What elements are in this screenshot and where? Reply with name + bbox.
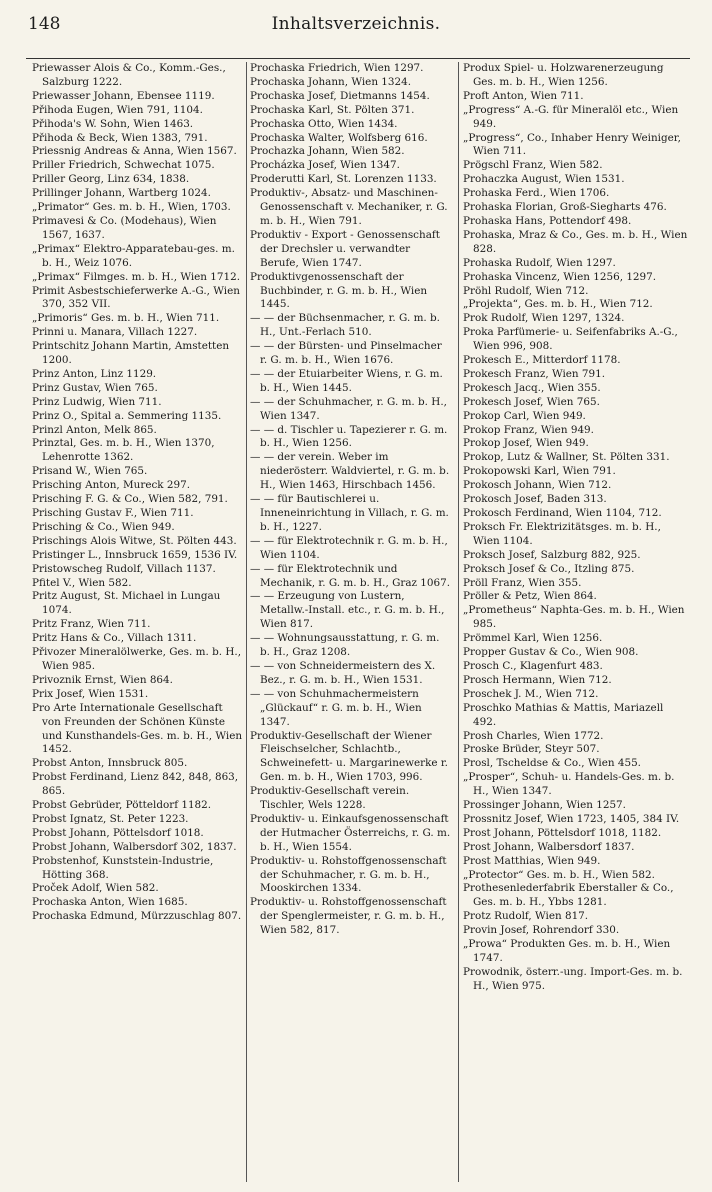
index-entry: — — der Schuhmacher, r. G. m. b. H., Wien 1347. [250, 395, 447, 422]
index-entry: Privoznik Ernst, Wien 864. [32, 673, 173, 686]
index-entry: Priller Friedrich, Schwechat 1075. [32, 159, 215, 172]
index-entry: Probst Ferdinand, Lienz 842, 848, 863, 865. [32, 771, 239, 798]
index-entry: Prokopowski Karl, Wien 791. [463, 465, 616, 478]
index-entry: Prosl, Tscheldse & Co., Wien 455. [463, 757, 641, 770]
index-entry: Prost Johann, Pöttelsdorf 1018, 1182. [463, 826, 662, 839]
index-entry: Prokosch Josef, Baden 313. [463, 493, 607, 506]
index-entry: Pritz Franz, Wien 711. [32, 618, 151, 631]
index-entry: Prochaska Walter, Wolfsberg 616. [250, 131, 428, 144]
index-entry: Prinz Anton, Linz 1129. [32, 367, 157, 380]
index-entry: Probst Anton, Innsbruck 805. [32, 757, 188, 770]
index-entry: Prosh Charles, Wien 1772. [463, 729, 604, 742]
index-entry: Prossinger Johann, Wien 1257. [463, 799, 626, 812]
index-column-3 [463, 62, 689, 1182]
index-entry: Přivozer Mineralölwerke, Ges. m. b. H., Wien 985. [32, 646, 241, 672]
index-entry: Prowodnik, österr.-ung. Import-Ges. m. b. H., Wien 975. [463, 965, 683, 992]
index-entry: Prisching & Co., Wien 949. [32, 520, 175, 533]
index-entry: Produktiv- u. Einkaufsgenossenschaft der Hutmacher Österreichs, r. G. m. b. H., Wien 1554. [250, 812, 451, 853]
index-entry: Prinz Ludwig, Wien 711. [32, 395, 162, 408]
index-entry: Prochaska Otto, Wien 1434. [250, 117, 398, 130]
index-entry: Prisching F. G. & Co., Wien 582, 791. [32, 493, 228, 506]
index-entry: Primavesi & Co. (Modehaus), Wien 1567, 1637. [32, 214, 217, 241]
page-number: 148 [28, 14, 61, 34]
index-entry: Probst Johann, Walbersdorf 302, 1837. [32, 840, 237, 853]
index-entry: „Projekta“, Ges. m. b. H., Wien 712. [463, 298, 653, 311]
index-entry: Pro Arte Internationale Gesellschaft von Freunden der Schönen Künste und Kunsthandels-Ges. m. b. H., Wien 1452. [32, 701, 243, 756]
index-entry: Priller Georg, Linz 634, 1838. [32, 173, 190, 186]
index-entry: — — von Schneidermeistern des X. Bez., r. G. m. b. H., Wien 1531. [250, 659, 436, 686]
index-entry: — — Erzeugung von Lustern, Metallw.-Install. etc., r. G. m. b. H., Wien 817. [250, 590, 445, 631]
index-entry: — — von Schuhmachermeistern „Glückauf“ r. G. m. b. H., Wien 1347. [250, 687, 422, 728]
index-entry: Produktiv- u. Rohstoffgenossenschaft der Schuhmacher, r. G. m. b. H., Mooskirchen 1334. [250, 854, 447, 895]
index-entry: — — d. Tischler u. Tapezierer r. G. m. b. H., Wien 1256. [250, 423, 448, 450]
index-entry: — — für Bautischlerei u. Inneneinrichtung in Villach, r. G. m. b. H., 1227. [250, 493, 449, 533]
index-entry: Prost Matthias, Wien 949. [463, 854, 601, 867]
index-entry: Prischings Alois Witwe, St. Pölten 443. [32, 534, 237, 547]
index-entry: Priessnig Andreas & Anna, Wien 1567. [32, 145, 237, 158]
index-entry: Pritz August, St. Michael in Lungau 1074. [32, 590, 221, 617]
index-entry: Prohaska Rudolf, Wien 1297. [463, 256, 616, 269]
index-entry: Prohaska Vincenz, Wien 1256, 1297. [463, 270, 657, 283]
index-entry: „Primator“ Ges. m. b. H., Wien, 1703. [32, 201, 231, 214]
index-entry: Prochaska Anton, Wien 1685. [32, 896, 188, 909]
index-entry: „Progress“ A.-G. für Mineralöl etc., Wien 949. [463, 103, 679, 130]
index-entry: Proschek J. M., Wien 712. [463, 687, 599, 700]
index-entry: Prinz Gustav, Wien 765. [32, 381, 158, 394]
index-entry: — — der Bürsten- und Pinselmacher r. G. m. b. H., Wien 1676. [250, 340, 442, 367]
index-entry: Proksch Fr. Elektrizitätsges. m. b. H., Wien 1104. [463, 520, 661, 547]
index-entry: Prohaska Ferd., Wien 1706. [463, 187, 610, 200]
index-entry: Prosch C., Klagenfurt 483. [463, 659, 603, 672]
index-entry: Provin Josef, Rohrendorf 330. [463, 924, 620, 937]
index-entry: Prinni u. Manara, Villach 1227. [32, 326, 198, 339]
index-entry: „Primoris“ Ges. m. b. H., Wien 711. [32, 312, 220, 325]
index-entry: Prossnitz Josef, Wien 1723, 1405, 384 IV. [463, 812, 680, 825]
index-entry: „Protector“ Ges. m. b. H., Wien 582. [463, 868, 655, 881]
index-entry: „Primax“ Filmges. m. b. H., Wien 1712. [32, 270, 241, 283]
index-entry: „Progress“, Co., Inhaber Henry Weiniger, Wien 711. [463, 131, 681, 158]
index-entry: Prohaska, Mraz & Co., Ges. m. b. H., Wien 828. [463, 228, 688, 255]
index-entry: Prokop Franz, Wien 949. [463, 423, 594, 436]
index-entry: Prokosch Ferdinand, Wien 1104, 712. [463, 507, 662, 519]
index-entry: Probst Gebrüder, Pötteldorf 1182. [32, 799, 212, 812]
index-entry: Prochaska Edmund, Mürzzuschlag 807. [32, 910, 242, 923]
index-entry: Prochaska Josef, Dietmanns 1454. [250, 89, 430, 102]
index-entry: Proske Brüder, Steyr 507. [463, 743, 600, 756]
index-entry: „Prowa“ Produkten Ges. m. b. H., Wien 1747. [463, 938, 671, 964]
index-entry: Přihoda's W. Sohn, Wien 1463. [32, 117, 194, 130]
index-entry: Prosch Hermann, Wien 712. [463, 673, 612, 686]
index-entry: Priewasser Alois & Co., Komm.-Ges., Salzburg 1222. [32, 62, 226, 88]
index-entry: Prokesch Franz, Wien 791. [463, 367, 606, 380]
index-entry: Prinztal, Ges. m. b. H., Wien 1370, Lehenrotte 1362. [32, 437, 215, 464]
column-divider [246, 62, 247, 1182]
index-entry: Prokop Carl, Wien 949. [463, 409, 586, 422]
index-entry: Pröller & Petz, Wien 864. [463, 590, 597, 603]
index-entry: — — für Elektrotechnik r. G. m. b. H., Wien 1104. [250, 534, 448, 561]
index-entry: Pröhl Rudolf, Wien 712. [463, 284, 589, 297]
index-entry: Prohaska Florian, Groß-Siegharts 476. [463, 201, 667, 214]
header-rule [26, 58, 690, 59]
index-entry: Printschitz Johann Martin, Amstetten 1200. [32, 340, 230, 367]
index-entry: — — der verein. Weber im niederösterr. Waldviertel, r. G. m. b. H., Wien 1463, Hirschbach 1456. [250, 451, 450, 492]
index-entry: Primit Asbestschieferwerke A.-G., Wien 370, 352 VII. [32, 284, 240, 311]
index-entry: Prost Johann, Walbersdorf 1837. [463, 840, 635, 853]
index-entry: Prokesch Josef, Wien 765. [463, 395, 600, 408]
index-entry: „Prosper“, Schuh- u. Handels-Ges. m. b. H., Wien 1347. [463, 771, 675, 798]
index-entry: Prillinger Johann, Wartberg 1024. [32, 187, 211, 200]
index-entry: Prix Josef, Wien 1531. [32, 687, 149, 700]
index-entry: Prohaczka August, Wien 1531. [463, 173, 625, 186]
index-column-2 [250, 62, 452, 1182]
index-entry: Prok Rudolf, Wien 1297, 1324. [463, 312, 625, 325]
index-entry: Priewasser Johann, Ebensee 1119. [32, 89, 215, 102]
index-entry: Probst Ignatz, St. Peter 1223. [32, 812, 189, 825]
index-entry: Prochaska Friedrich, Wien 1297. [250, 62, 424, 74]
index-entry: — — der Etuiarbeiter Wiens, r. G. m. b. H., Wien 1445. [250, 367, 443, 394]
index-entry: — — Wohnungsausstattung, r. G. m. b. H., Graz 1208. [250, 632, 440, 659]
index-entry: Procházka Josef, Wien 1347. [250, 159, 400, 172]
column-divider [458, 62, 459, 1182]
index-entry: Prömmel Karl, Wien 1256. [463, 632, 603, 645]
index-entry: Prinzl Anton, Melk 865. [32, 423, 157, 436]
index-entry: Produktiv-Gesellschaft verein. Tischler, Wels 1228. [250, 785, 410, 812]
index-entry: Proderutti Karl, St. Lorenzen 1133. [250, 173, 437, 186]
index-entry: Prochaska Johann, Wien 1324. [250, 75, 412, 88]
index-entry: — — für Elektrotechnik und Mechanik, r. G. m. b. H., Graz 1067. [250, 562, 451, 589]
index-entry: Prohaska Hans, Pottendorf 498. [463, 214, 632, 227]
index-entry: Prokesch E., Mitterdorf 1178. [463, 354, 621, 367]
index-entry: Pristinger L., Innsbruck 1659, 1536 IV. [32, 548, 238, 561]
index-entry: „Prometheus“ Naphta-Ges. m. b. H., Wien 985. [463, 604, 685, 631]
index-entry: Pröll Franz, Wien 355. [463, 576, 582, 589]
index-entry: Přihoda & Beck, Wien 1383, 791. [32, 131, 208, 144]
index-entry: Produktiv- u. Rohstoffgenossenschaft der Spenglermeister, r. G. m. b. H., Wien 582, 817. [250, 896, 447, 937]
index-entry: Protz Rudolf, Wien 817. [463, 910, 589, 923]
index-entry: Pritz Hans & Co., Villach 1311. [32, 632, 197, 645]
index-entry: Prögschl Franz, Wien 582. [463, 159, 603, 172]
index-entry: Prinz O., Spital a. Semmering 1135. [32, 409, 222, 422]
index-entry: Pristowscheg Rudolf, Villach 1137. [32, 562, 216, 575]
index-entry: Prokop, Lutz & Wallner, St. Pölten 331. [463, 451, 670, 464]
page-title: Inhaltsverzeichnis. [271, 14, 441, 34]
index-entry: Prisand W., Wien 765. [32, 465, 148, 478]
index-entry: — — der Büchsenmacher, r. G. m. b. H., Unt.-Ferlach 510. [250, 312, 440, 339]
index-entry: „Primax“ Elektro-Apparatebau-ges. m. b. H., Weiz 1076. [32, 242, 235, 269]
index-entry: Prochazka Johann, Wien 582. [250, 145, 405, 158]
index-entry: Produktivgenossenschaft der Buchbinder, r. G. m. b. H., Wien 1445. [250, 270, 428, 311]
index-entry: Produx Spiel- u. Holzwarenerzeugung Ges. m. b. H., Wien 1256. [463, 62, 664, 88]
index-entry: Přihoda Eugen, Wien 791, 1104. [32, 103, 203, 116]
index-entry: Proksch Josef & Co., Itzling 875. [463, 562, 635, 575]
index-entry: Prochaska Karl, St. Pölten 371. [250, 103, 415, 116]
index-entry: Probstenhof, Kunststein-Industrie, Hötting 368. [32, 854, 214, 881]
index-entry: Probst Johann, Pöttelsdorf 1018. [32, 826, 204, 839]
index-entry: Produktiv-, Absatz- und Maschinen-Genossenschaft v. Mechaniker, r. G. m. b. H., Wien 791. [250, 187, 448, 227]
index-entry: Produktiv - Export - Genossenschaft der Drechsler u. verwandter Berufe, Wien 1747. [250, 228, 440, 269]
index-entry: Proschko Mathias & Mattis, Mariazell 492. [463, 701, 664, 728]
index-entry: Pfitel V., Wien 582. [32, 576, 132, 589]
index-entry: Prokesch Jacq., Wien 355. [463, 381, 601, 394]
index-entry: Prisching Anton, Mureck 297. [32, 479, 191, 492]
index-entry: Prokop Josef, Wien 949. [463, 437, 589, 450]
index-column-1 [32, 62, 244, 1182]
index-entry: Prisching Gustav F., Wien 711. [32, 507, 194, 519]
index-entry: Proka Parfümerie- u. Seifenfabriks A.-G., Wien 996, 908. [463, 326, 678, 353]
index-entry: Prokosch Johann, Wien 712. [463, 479, 612, 492]
index-entry: Prothesenlederfabrik Eberstaller & Co., Ges. m. b. H., Ybbs 1281. [463, 882, 674, 909]
index-entry: Produktiv-Gesellschaft der Wiener Fleischselcher, Schlachtb., Schweinefett- u. Margarinewerke r. Gen. m. b. H., Wien 1703, 996. [250, 729, 448, 784]
index-entry: Propper Gustav & Co., Wien 908. [463, 646, 639, 659]
index-entry: Proft Anton, Wien 711. [463, 89, 584, 102]
index-entry: Proček Adolf, Wien 582. [32, 882, 159, 895]
index-entry: Proksch Josef, Salzburg 882, 925. [463, 548, 641, 561]
